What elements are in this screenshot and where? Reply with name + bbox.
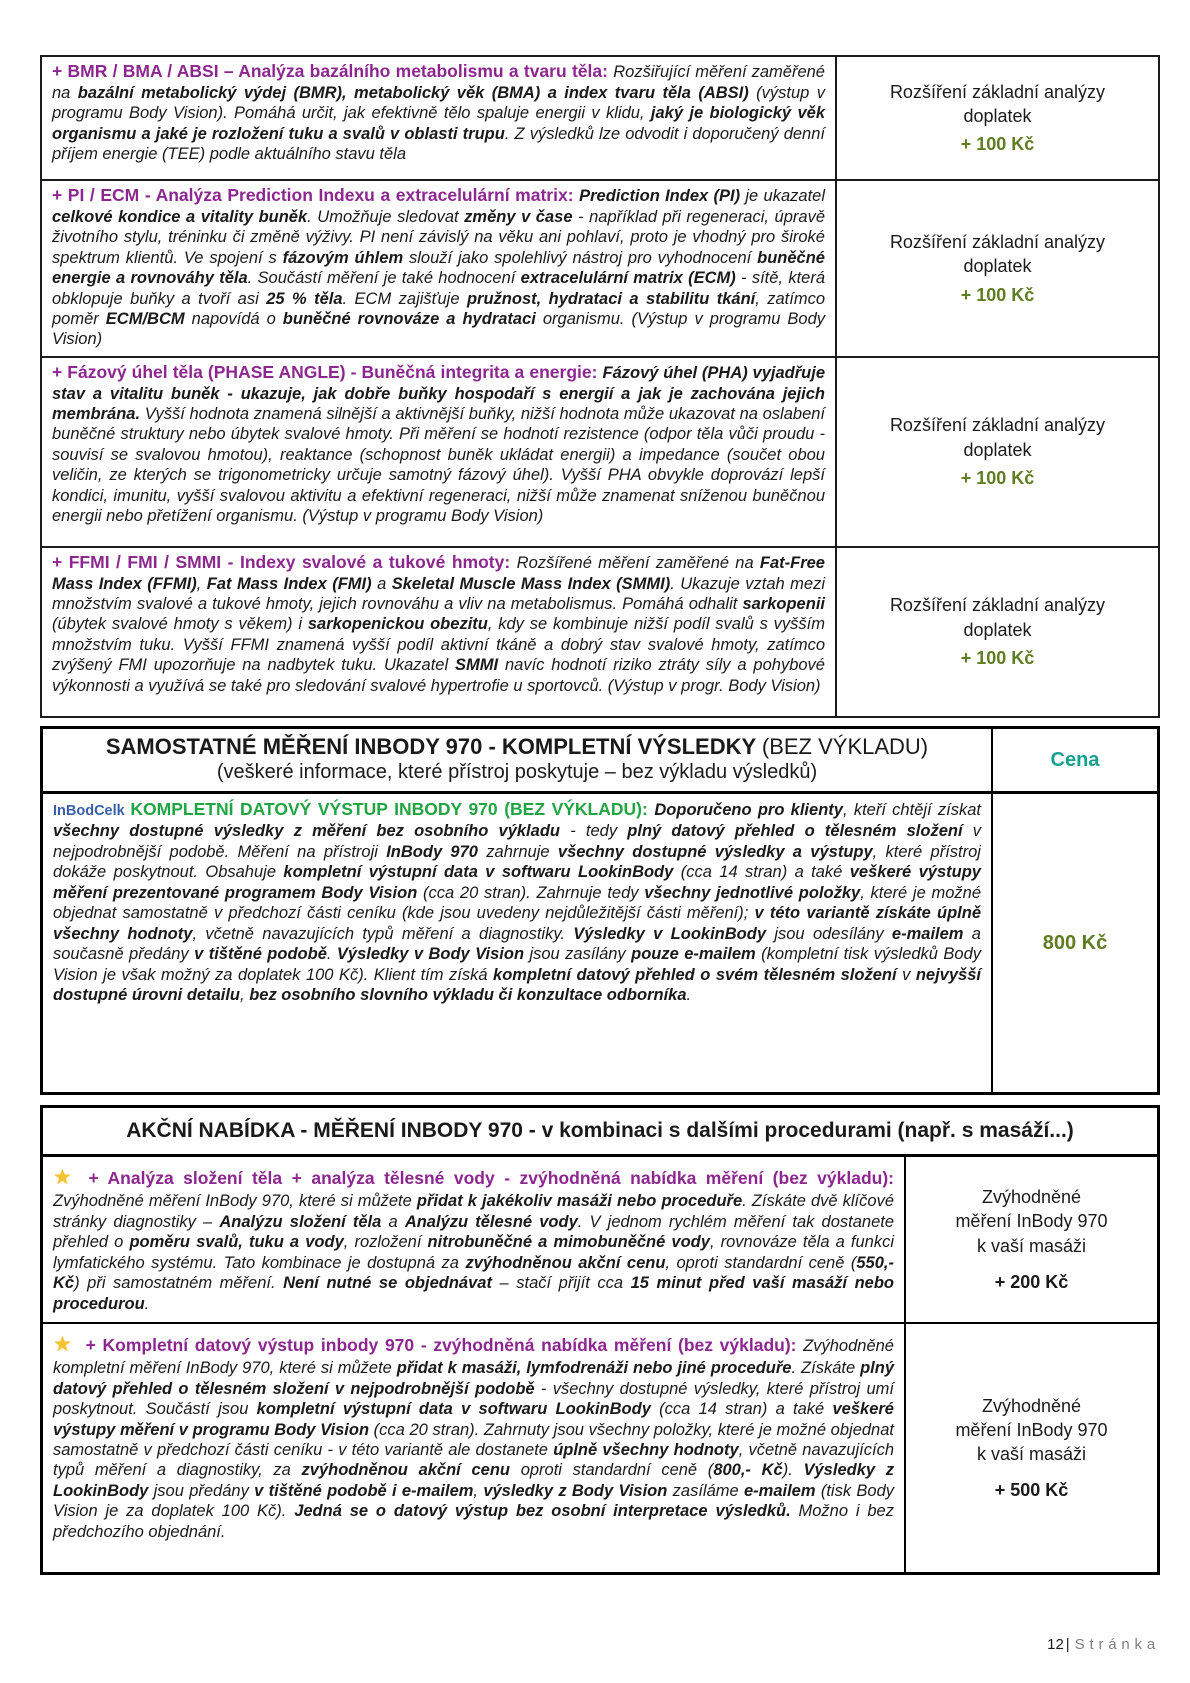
table-row	[42, 57, 1158, 179]
table-row	[42, 179, 1158, 356]
standalone-table	[40, 726, 1160, 1096]
promo-description-text: ★ + Analýza složení těla + analýza tělesné vody - zvýhodněná nabídka měření (bez výkladu): Zvýhodněné měření InBody 970, které si můžete přidat k jakékoliv masáži nebo proceduře. Získáte dvě klíčové stránky diagnostiky – Analýzu složení těla a Analýzu tělesné vody. V jednom rychlém měření tak dostanete přehled o poměru svalů, tuku a vody, rozložení nitrobuněčné a mimobuněčné vody, rovnováze těla a funkci lymfatického systému. Tato kombinace je dostupná za zvýhodněnou akční cenu, oproti standardní ceně (550,-Kč) při samostatném měření. Není nutné se objednávat – stačí přijít cca 15 minut před vaší masáží nebo procedurou.	[53, 1166, 895, 1313]
addon-price-cell	[837, 181, 1158, 356]
addon-description-text: + BMR / BMA / ABSI – Analýza bazálního metabolismu a tvaru těla: Rozšiřující měření zaměřené na bazální metabolický výdej (BMR), metabolický věk (BMA) a index tvaru těla (ABSI) (výstup v programu Body Vision). Pomáhá určit, jak efektivně tělo spaluje energii v klidu, jaký je biologický věk organismu a jaké je rozložení tuku a svalů v oblasti trupu. Z výsledků lze odvodit i doporučený denní příjem energie (TEE) podle aktuálního stavu těla	[52, 61, 826, 164]
table-row	[42, 546, 1158, 716]
footer-label: Stránka	[1074, 1636, 1160, 1653]
price-value: + 100 Kč	[960, 284, 1035, 305]
table-row	[43, 1157, 1157, 1322]
price-label: doplatek	[963, 439, 1032, 460]
promo-table	[40, 1105, 1160, 1575]
promo-description-text: ★ + Kompletní datový výstup inbody 970 - zvýhodněná nabídka měření (bez výkladu): Zvýhodněné kompletní měření InBody 970, které si můžete přidat k masáži, lymfodrenáži nebo jiné proceduře. Získáte plný datový přehled o tělesném složení v nejpodrobnější podobě - všechny dostupné výsledky, které přístroj umí poskytnout. Součástí jsou kompletní výstupní data v softwaru LookinBody (cca 14 stran) a také veškeré výstupy měření v programu Body Vision (cca 20 stran). Zahrnuty jsou všechny položky, které je možné objednat samostatně v předchozí části ceníku - v této variantě ale dostanete úplně všechny hodnoty, včetně navazujících typů měření a diagnostiky, za zvýhodněnou akční cenu oproti standardní ceně (800,- Kč). Výsledky z LookinBody jsou předány v tištěné podobě i e-mailem, výsledky z Body Vision zasíláme e-mailem (tisk Body Vision je za doplatek 100 Kč). Jedná se o datový výstup bez osobní interpretace výsledků. Možno i bez předchozího objednání.	[53, 1333, 895, 1541]
addon-description-text: + PI / ECM - Analýza Prediction Indexu a extracelulární matrix: Prediction Index (PI) je ukazatel celkové kondice a vitality buněk. Umožňuje sledovat změny v čase - například při regeneraci, úpravě životního stylu, tréninku či změně výživy. PI není závislý na věku ani pohlaví, proto je vhodný pro široké spektrum klientů. Ve spojení s fázovým úhlem slouží jako spolehlivý nástroj pro vyhodnocení buněčné energie a rovnováhy těla. Součástí měření je také hodnocení extracelulární matrix (ECM) - sítě, která obklopuje buňky a tvoří asi 25 % těla. ECM zajišťuje pružnost, hydrataci a stabilitu tkání, zatímco poměr ECM/BCM napovídá o buněčné rovnováze a hydrataci organismu. (Výstup v programu Body Vision)	[52, 185, 826, 349]
price-label: doplatek	[963, 619, 1032, 640]
price-label: Rozšíření základní analýzy	[889, 595, 1106, 616]
price-label: Zvýhodněné	[981, 1187, 1082, 1208]
promo-header: AKČNÍ NABÍDKA - MĚŘENÍ INBODY 970 - v kombinaci s dalšími procedurami (např. s masáží...)	[43, 1108, 1157, 1157]
addon-price-cell	[837, 548, 1158, 716]
table-row	[43, 1322, 1157, 1572]
promo-price-cell	[906, 1157, 1157, 1322]
standalone-title-cell	[43, 729, 993, 792]
addon-description-cell	[42, 548, 837, 716]
addon-price-cell	[837, 358, 1158, 546]
addon-description-cell	[42, 181, 837, 356]
addon-description-cell	[42, 358, 837, 546]
standalone-header-row	[43, 729, 1157, 795]
price-value: + 100 Kč	[960, 134, 1035, 155]
price-label: doplatek	[963, 256, 1032, 277]
promo-description-cell	[43, 1157, 906, 1322]
price-label: Rozšíření základní analýzy	[889, 81, 1106, 102]
price-value: + 200 Kč	[994, 1272, 1069, 1293]
addon-description-text: + Fázový úhel těla (PHASE ANGLE) - Buněčná integrita a energie: Fázový úhel (PHA) vyjadřuje stav a vitalitu buněk - ukazuje, jak dobře buňky hospodaří s energií a jak je zachována jejich membrána. Vyšší hodnota znamená silnější a aktivnější buňky, nižší hodnota může ukazovat na oslabení buněčné struktury nebo úbytek svalové hmoty. Při měření se hodnotí rezistence (odpor těla vůči proudu - souvisí se svalovou hmotou), reaktance (schopnost buněk ukládat energii) a impedance (součet obou veličin, ze kterých se trigonometricky určuje samotný fázový úhel). Vyšší PHA obvykle doprovází lepší kondici, imunitu, vyšší svalovou aktivitu a efektivní regeneraci, nižší může znamenat sníženou buněčnou energii nebo přetížení organismu. (Výstup v programu Body Vision)	[52, 361, 826, 526]
promo-price-cell	[906, 1324, 1157, 1572]
price-label: Rozšíření základní analýzy	[889, 231, 1106, 252]
price-value: + 100 Kč	[960, 648, 1035, 668]
addons-table	[40, 55, 1160, 718]
price-label: Zvýhodněné	[981, 1395, 1082, 1416]
price-value: + 500 Kč	[994, 1480, 1069, 1501]
page-footer	[1047, 1636, 1160, 1653]
price-column-header: Cena	[1050, 748, 1100, 771]
footer-divider: |	[1065, 1636, 1070, 1653]
price-label: měření InBody 970	[955, 1211, 1108, 1232]
standalone-description-cell	[43, 794, 993, 1092]
price-label: k vaší masáži	[976, 1444, 1087, 1465]
addon-description-cell	[42, 57, 837, 179]
standalone-subtitle: (veškeré informace, které přístroj poskytuje – bez výkladu výsledků)	[216, 761, 818, 784]
standalone-description-text: InBodCelk KOMPLETNÍ DATOVÝ VÝSTUP INBODY 970 (BEZ VÝKLADU): Doporučeno pro klienty, kteří chtějí získat všechny dostupné výsledky z měření bez osobního výkladu - tedy plný datový přehled o tělesném složení v nejpodrobnější podobě. Měření na přístroji InBody 970 zahrnuje všechny dostupné výsledky a výstupy, které přístroj dokáže poskytnout. Obsahuje kompletní výstupní data v softwaru LookinBody (cca 14 stran) a také veškeré výstupy měření prezentované programem Body Vision (cca 20 stran). Zahrnuje tedy všechny jednotlivé položky, které je možné objednat samostatně v předchozí části ceníku (kde jsou uvedeny nejdůležitější části měření); v této variantě získáte úplně všechny hodnoty, včetně navazujících typů měření a diagnostiky. Výsledky v LookinBody jsou odesílány e-mailem a současně předány v tištěné podobě. Výsledky v Body Vision jsou zasílány pouze e-mailem (kompletní tisk výsledků Body Vision je však možný za doplatek 100 Kč). Klient tím získá kompletní datový přehled o svém tělesném složení v nejvyšší dostupné úrovni detailu, bez osobního slovního výkladu či konzultace odborníka.	[53, 799, 981, 1004]
addon-price-cell	[837, 57, 1158, 179]
table-row	[42, 356, 1158, 546]
addon-description-text: + FFMI / FMI / SMMI - Indexy svalové a tukové hmoty: Rozšířené měření zaměřené na Fat-Free Mass Index (FFMI), Fat Mass Index (FMI) a Skeletal Muscle Mass Index (SMMI). Ukazuje vztah mezi množstvím svalové a tukové hmoty, jejich rovnováhu a vliv na metabolismus. Pomáhá odhalit sarkopenii (úbytek svalové hmoty s věkem) i sarkopenickou obezitu, kdy se kombinuje nižší podíl svalů s vyšším množstvím tuku. Vyšší FFMI znamená vyšší podíl aktivní tkáně a dobrý stav svalové hmoty, zatímco zvýšený FMI upozorňuje na nadbytek tuku. Ukazatel SMMI navíc hodnotí riziko ztráty síly a pohybové výkonnosti a využívá se také pro sledování svalové hypertrofie u sportovců. (Výstup v progr. Body Vision)	[52, 551, 826, 695]
star-icon: ★	[53, 1333, 74, 1357]
promo-description-cell	[43, 1324, 906, 1572]
table-row	[43, 794, 1157, 1092]
page-number: 12	[1047, 1636, 1064, 1653]
price-label: Rozšíření základní analýzy	[889, 415, 1106, 436]
star-icon: ★	[53, 1166, 77, 1190]
price-value: + 100 Kč	[960, 468, 1035, 488]
standalone-title: SAMOSTATNÉ MĚŘENÍ INBODY 970 - KOMPLETNÍ VÝSLEDKY (BEZ VÝKLADU)	[105, 733, 929, 759]
price-label: měření InBody 970	[955, 1419, 1108, 1440]
price-value: 800 Kč	[1042, 931, 1108, 954]
price-label: doplatek	[963, 105, 1032, 126]
price-label: k vaší masáži	[976, 1235, 1087, 1256]
